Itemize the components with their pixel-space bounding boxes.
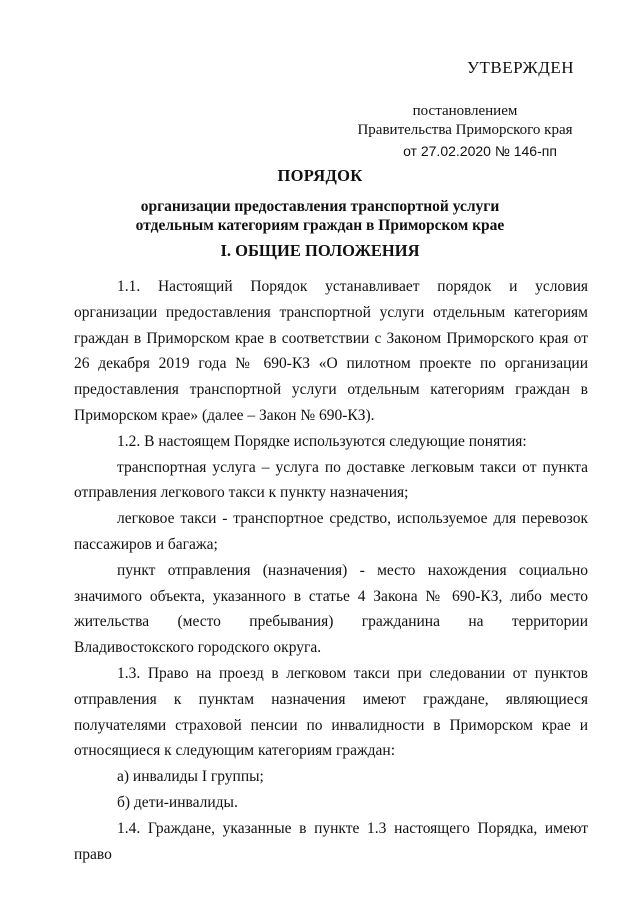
document-subtitle [0,197,640,235]
document-title: ПОРЯДОК [277,166,363,185]
paragraph-1-4: 1.4. Граждане, указанные в пункте 1.3 настоящего Порядка, имеют право [74,819,588,863]
subtitle-line-1: организации предоставления транспортной услуги [140,198,500,215]
approval-resolution-line: постановлением [412,103,518,119]
approved-heading: УТВЕРЖДЕН [467,58,574,77]
document-body [74,274,588,867]
definition-transport-service: транспортная услуга – услуга по доставке легковым такси от пункта отправления легкового такси к пункту назначения; [74,458,588,502]
list-item-b: б) дети-инвалиды. [117,793,238,811]
paragraph-1-2: 1.2. В настоящем Порядке используются следующие понятия: [117,432,527,450]
definition-departure-point: пункт отправления (назначения) - место нахождения социально значимого объекта, указанного в статье 4 Закона № 690-КЗ, либо место жительства (место пребывания) гражданина на территории Владивостокского городского округа. [74,561,588,657]
approval-block [350,58,580,161]
approval-date-number: от 27.02.2020 № 146-пп [403,143,557,159]
paragraph-1-1: 1.1. Настоящий Порядок устанавливает порядок и условия организации предоставления транспортной услуги отдельным категориям граждан в Приморском крае в соответствии с Законом Приморского края от 26 декабря 2019 года № 690-КЗ «О пилотном проекте по организации предоставления транспортной услуги отдельным категориям граждан в Приморском крае» (далее – Закон № 690-КЗ). [74,278,588,424]
section-title: I. ОБЩИЕ ПОЛОЖЕНИЯ [220,241,420,260]
subtitle-line-2: отдельным категориям граждан в Приморском крае [135,217,505,234]
approval-government-line: Правительства Приморского края [357,122,573,138]
paragraph-1-3: 1.3. Право на проезд в легковом такси при следовании от пунктов отправления к пунктам назначения имеют граждане, являющиеся получателями страховой пенсии по инвалидности в Приморском крае и относящиеся к следующим категориям граждан: [74,664,588,760]
definition-taxi: легковое такси - транспортное средство, используемое для перевозок пассажиров и багажа; [74,510,588,553]
list-item-a: а) инвалиды I группы; [117,768,264,786]
